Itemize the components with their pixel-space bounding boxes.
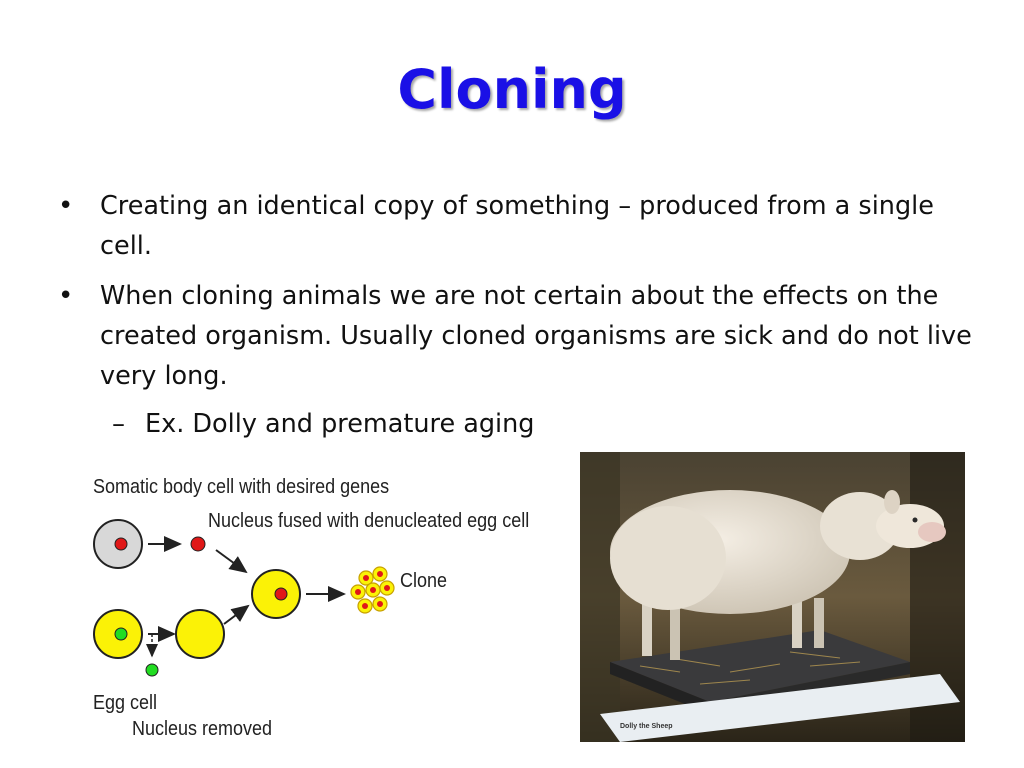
plaque-label: Dolly the Sheep — [620, 723, 673, 730]
dolly-sheep-image — [580, 452, 965, 742]
bullet-mark: • — [58, 191, 74, 221]
arrow — [216, 550, 246, 572]
nucleus-removed-label: Nucleus removed — [132, 718, 273, 740]
bullet-item — [58, 186, 978, 266]
dolly-photo — [580, 452, 965, 742]
somatic-label: Somatic body cell with desired genes — [93, 476, 390, 498]
bullet-text: Creating an identical copy of something – produced from a single cell. — [100, 191, 934, 261]
cloning-diagram — [88, 470, 568, 750]
fused-label: Nucleus fused with denucleated egg cell — [208, 510, 530, 532]
sub-bullet-list — [100, 404, 978, 444]
sub-bullet-item — [100, 404, 978, 444]
egg-cell — [94, 610, 142, 658]
clone-label: Clone — [400, 570, 448, 592]
nucleus-green — [146, 664, 158, 676]
sub-bullet-mark: – — [112, 409, 125, 439]
bullet-list — [58, 186, 978, 454]
bullet-mark: • — [58, 281, 74, 311]
sub-bullet-text: Ex. Dolly and premature aging — [145, 409, 535, 439]
fused-cell — [252, 570, 300, 618]
arrow — [224, 606, 248, 624]
denucleated-egg — [176, 610, 224, 658]
nucleus-red — [191, 537, 205, 551]
egg-label: Egg cell — [93, 692, 158, 714]
bullet-text: When cloning animals we are not certain about the effects on the created organism. Usually cloned organisms are sick and do not live very long. — [100, 281, 972, 391]
bullet-item — [58, 276, 978, 444]
slide-title: Cloning — [397, 58, 627, 121]
somatic-cell — [94, 520, 142, 568]
